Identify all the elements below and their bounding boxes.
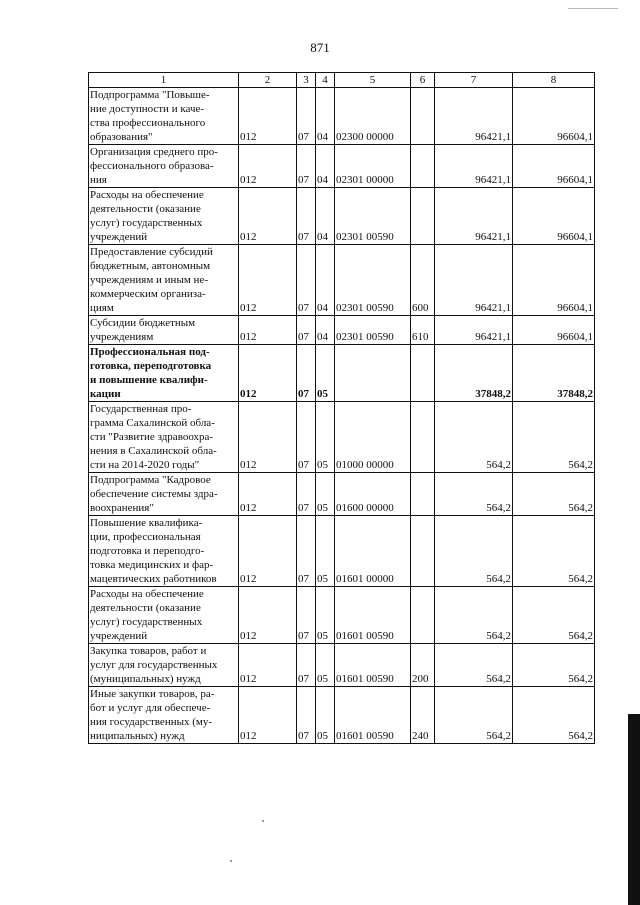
col6-cell [411,88,435,145]
table-row [89,402,595,473]
col7-value-cell: 96421,1 [435,188,513,245]
col4-cell: 05 [316,687,335,744]
col2-cell: 012 [239,245,297,316]
col5-cell: 01000 00000 [335,402,411,473]
col2-cell: 012 [239,687,297,744]
col2-cell: 012 [239,516,297,587]
col6-cell [411,402,435,473]
col8-value-cell: 96604,1 [513,245,595,316]
header-cell: 6 [411,73,435,88]
row-name-cell: Иные закупки товаров, ра- бот и услуг для обеспече- ния государственных (му- ниципальных) нужд [89,687,239,744]
header-cell: 4 [316,73,335,88]
col2-cell: 012 [239,345,297,402]
table-row [89,316,595,345]
header-cell: 3 [297,73,316,88]
table-row [89,587,595,644]
header-cell: 2 [239,73,297,88]
row-name-cell: Государственная про- грамма Сахалинской обла- сти "Развитие здравоохра- нения в Сахалинской обла- сти на 2014-2020 годы" [89,402,239,473]
col5-cell: 02301 00000 [335,145,411,188]
col5-cell: 01601 00000 [335,516,411,587]
col6-cell [411,145,435,188]
row-name-cell: Расходы на обеспечение деятельности (оказание услуг) государственных учреждений [89,188,239,245]
col2-cell: 012 [239,188,297,245]
col2-cell: 012 [239,402,297,473]
col7-value-cell: 564,2 [435,644,513,687]
col4-cell: 04 [316,145,335,188]
col2-cell: 012 [239,316,297,345]
col6-cell: 240 [411,687,435,744]
col7-value-cell: 564,2 [435,473,513,516]
row-name-cell: Организация среднего про- фессионального образова- ния [89,145,239,188]
col5-cell: 02301 00590 [335,316,411,345]
col8-value-cell: 96604,1 [513,88,595,145]
col6-cell: 600 [411,245,435,316]
col6-cell [411,587,435,644]
col3-cell: 07 [297,473,316,516]
col8-value-cell: 564,2 [513,516,595,587]
col5-cell [335,345,411,402]
table-row [89,644,595,687]
col5-cell: 01600 00000 [335,473,411,516]
table-row [89,516,595,587]
table-row [89,245,595,316]
col7-value-cell: 564,2 [435,402,513,473]
col8-value-cell: 564,2 [513,473,595,516]
row-name-cell: Расходы на обеспечение деятельности (оказание услуг) государственных учреждений [89,587,239,644]
col7-value-cell: 96421,1 [435,145,513,188]
col3-cell: 07 [297,402,316,473]
col7-value-cell: 564,2 [435,687,513,744]
col6-cell: 610 [411,316,435,345]
header-cell: 7 [435,73,513,88]
col4-cell: 04 [316,188,335,245]
col8-value-cell: 564,2 [513,687,595,744]
table-row [89,88,595,145]
col3-cell: 07 [297,345,316,402]
col8-value-cell: 37848,2 [513,345,595,402]
page-number: 871 [310,40,330,55]
col8-value-cell: 564,2 [513,587,595,644]
scan-mark [568,8,618,9]
table-row [89,145,595,188]
header-cell: 8 [513,73,595,88]
col8-value-cell: 96604,1 [513,145,595,188]
scan-edge-bar [628,714,640,905]
col3-cell: 07 [297,587,316,644]
col3-cell: 07 [297,88,316,145]
row-name-cell: Подпрограмма "Кадровое обеспечение системы здра- воохранения" [89,473,239,516]
col4-cell: 05 [316,587,335,644]
table-row [89,687,595,744]
header-cell: 1 [89,73,239,88]
col8-value-cell: 564,2 [513,644,595,687]
row-name-cell: Предоставление субсидий бюджетным, автономным учреждениям и иным не- коммерческим организа- циям [89,245,239,316]
col2-cell: 012 [239,587,297,644]
col6-cell [411,188,435,245]
col4-cell: 05 [316,516,335,587]
col5-cell: 01601 00590 [335,587,411,644]
col4-cell: 04 [316,245,335,316]
col7-value-cell: 96421,1 [435,88,513,145]
scan-speck [230,860,232,862]
col4-cell: 05 [316,644,335,687]
col3-cell: 07 [297,245,316,316]
row-name-cell: Подпрограмма "Повыше- ние доступности и каче- ства профессионального образования" [89,88,239,145]
col5-cell: 01601 00590 [335,644,411,687]
col6-cell: 200 [411,644,435,687]
col8-value-cell: 96604,1 [513,188,595,245]
col8-value-cell: 96604,1 [513,316,595,345]
scan-speck [262,820,264,822]
col4-cell: 05 [316,473,335,516]
col5-cell: 02301 00590 [335,245,411,316]
col3-cell: 07 [297,316,316,345]
table-header-row [89,73,595,88]
col7-value-cell: 564,2 [435,587,513,644]
row-name-cell: Субсидии бюджетным учреждениям [89,316,239,345]
col6-cell [411,516,435,587]
col7-value-cell: 96421,1 [435,316,513,345]
table-row [89,473,595,516]
col4-cell: 05 [316,345,335,402]
col5-cell: 01601 00590 [335,687,411,744]
col3-cell: 07 [297,687,316,744]
col5-cell: 02301 00590 [335,188,411,245]
col2-cell: 012 [239,145,297,188]
budget-table [88,72,595,744]
table-row [89,188,595,245]
col4-cell: 04 [316,316,335,345]
col6-cell [411,473,435,516]
header-cell: 5 [335,73,411,88]
table-row [89,345,595,402]
col3-cell: 07 [297,644,316,687]
col2-cell: 012 [239,473,297,516]
row-name-cell: Закупка товаров, работ и услуг для государственных (муниципальных) нужд [89,644,239,687]
col8-value-cell: 564,2 [513,402,595,473]
col5-cell: 02300 00000 [335,88,411,145]
col7-value-cell: 564,2 [435,516,513,587]
row-name-cell: Повышение квалифика- ции, профессиональная подготовка и переподго- товка медицинских и фар- мацевтических работников [89,516,239,587]
col4-cell: 05 [316,402,335,473]
col7-value-cell: 37848,2 [435,345,513,402]
col3-cell: 07 [297,145,316,188]
col2-cell: 012 [239,88,297,145]
col3-cell: 07 [297,516,316,587]
row-name-cell: Профессиональная под- готовка, переподготовка и повышение квалифи- кации [89,345,239,402]
col4-cell: 04 [316,88,335,145]
col7-value-cell: 96421,1 [435,245,513,316]
col3-cell: 07 [297,188,316,245]
col6-cell [411,345,435,402]
col2-cell: 012 [239,644,297,687]
